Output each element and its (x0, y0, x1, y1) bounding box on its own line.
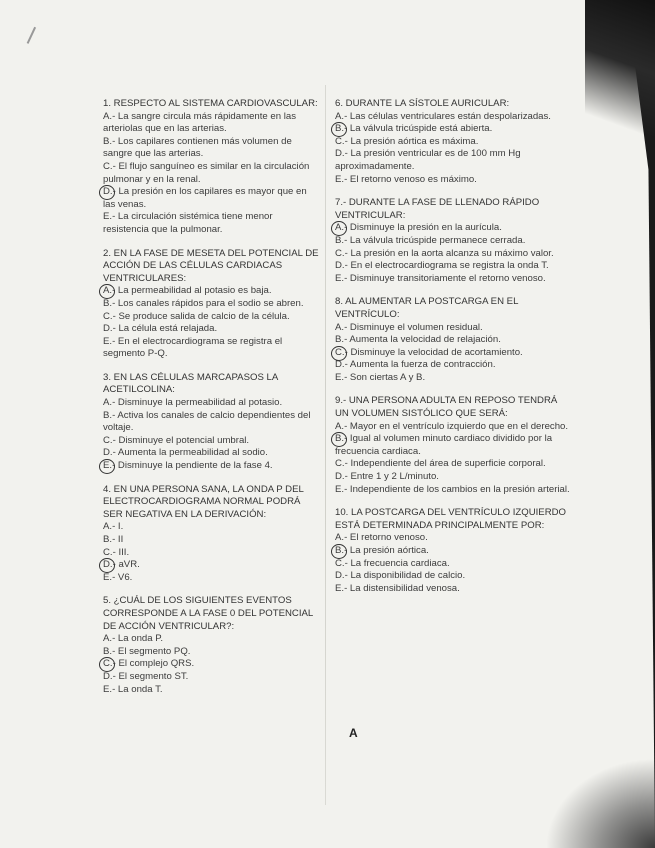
answer-option: A.- I. (103, 521, 124, 533)
question-block (103, 595, 321, 696)
answer-option: E.- Son ciertas A y B. (335, 371, 426, 383)
answer-option: E.- En el electrocardiograma se registra el segmento P-Q. (103, 335, 283, 360)
page-fold-line (325, 85, 326, 805)
answer-option-circled: A.- La permeabilidad al potasio es baja. (103, 285, 321, 298)
question-block (335, 296, 570, 384)
left-column (103, 98, 321, 707)
answer-option: C.- La frecuencia cardiaca. (335, 557, 450, 569)
question-title: 7.- DURANTE LA FASE DE LLENADO RÁPIDO VENTRICULAR: (335, 197, 540, 221)
question-block (103, 372, 321, 473)
question-block (103, 484, 321, 585)
answer-option: C.- La presión aórtica es máxima. (335, 135, 479, 147)
question-block (335, 395, 570, 496)
question-title: 9.- UNA PERSONA ADULTA EN REPOSO TENDRÁ UN VOLUMEN SISTÓLICO QUE SERÁ: (335, 395, 558, 420)
answer-option: A.- Disminuye el volumen residual. (335, 321, 483, 333)
answer-option: E.- Disminuye transitoriamente el retorno venoso. (335, 272, 546, 284)
answer-option: E.- La onda T. (103, 683, 163, 695)
scan-shadow-bottom (545, 758, 655, 848)
answer-option: E.- La circulación sistémica tiene menor resistencia que la pulmonar. (103, 211, 273, 235)
answer-option: A.- Mayor en el ventrículo izquierdo que en el derecho. (335, 420, 569, 432)
answer-option-circled: E.- Disminuye la pendiente de la fase 4. (103, 460, 321, 473)
question-title: 10. LA POSTCARGA DEL VENTRÍCULO IZQUIERDO ESTÁ DETERMINADA PRINCIPALMENTE POR: (335, 507, 567, 531)
question-block (335, 98, 570, 186)
answer-option: C.- La presión en la aorta alcanza su máximo valor. (335, 247, 554, 259)
answer-option: C.- Independiente del área de superficie corporal. (335, 458, 546, 470)
question-title: 6. DURANTE LA SÍSTOLE AURICULAR: (335, 98, 510, 109)
answer-option: E.- La distensibilidad venosa. (335, 582, 460, 594)
answer-option: B.- Los capilares contienen más volumen de sangre que las arterias. (103, 135, 292, 160)
question-title: 5. ¿CUÁL DE LOS SIGUIENTES EVENTOS CORRESPONDE A LA FASE 0 DEL POTENCIAL DE ACCIÓN VENTRICULAR?: (103, 595, 313, 632)
answer-option: A.- La sangre circula más rápidamente en las arteriolas que en las arterias. (103, 110, 297, 135)
answer-option: D.- En el electrocardiograma se registra la onda T. (335, 260, 549, 272)
question-title: 3. EN LAS CÉLULAS MARCAPASOS LA ACETILCOLINA: (103, 371, 278, 396)
question-title: 8. AL AUMENTAR LA POSTCARGA EN EL VENTRÍCULO: (335, 296, 519, 320)
exam-version-letter: A (349, 726, 358, 740)
answer-option: D.- Entre 1 y 2 L/minuto. (335, 471, 439, 483)
answer-option: C.- III. (103, 546, 130, 558)
answer-option-circled: D.- aVR. (103, 559, 321, 572)
answer-option: B.- II (103, 534, 124, 545)
answer-option: B.- El segmento PQ. (103, 645, 191, 657)
answer-option: C.- El flujo sanguíneo es similar en la circulación pulmonar y en la renal. (103, 160, 310, 185)
answer-option-circled: C.- Disminuye la velocidad de acortamiento. (335, 347, 570, 360)
question-block (103, 248, 321, 361)
answer-option-circled: B.- La válvula tricúspide está abierta. (335, 123, 570, 136)
answer-option: A.- Disminuye la permeabilidad al potasio. (103, 397, 283, 409)
answer-option-circled: D.- La presión en los capilares es mayor que en las venas. (103, 186, 321, 211)
answer-option-circled: B.- Igual al volumen minuto cardiaco dividido por la frecuencia cardiaca. (335, 433, 570, 458)
answer-option: B.- Aumenta la velocidad de relajación. (335, 334, 501, 346)
question-block (103, 98, 321, 237)
question-title: 1. RESPECTO AL SISTEMA CARDIOVASCULAR: (103, 98, 318, 109)
answer-option: E.- Independiente de los cambios en la presión arterial. (335, 483, 570, 495)
answer-option: B.- La válvula tricúspide permanece cerrada. (335, 234, 526, 246)
scan-shadow-top (585, 0, 655, 160)
answer-option-circled: B.- La presión aórtica. (335, 545, 570, 558)
answer-option: D.- La célula está relajada. (103, 323, 218, 335)
answer-option: D.- Aumenta la fuerza de contracción. (335, 359, 496, 371)
answer-option: E.- El retorno venoso es máximo. (335, 173, 477, 185)
answer-option: C.- Disminuye el potencial umbral. (103, 434, 250, 446)
answer-option: B.- Los canales rápidos para el sodio se abren. (103, 297, 304, 309)
answer-option: E.- V6. (103, 571, 133, 583)
answer-option: B.- Activa los canales de calcio dependientes del voltaje. (103, 409, 311, 434)
answer-option: D.- La presión ventricular es de 100 mm Hg aproximadamente. (335, 148, 521, 172)
answer-option-circled: C.- El complejo QRS. (103, 658, 321, 671)
answer-option: C.- Se produce salida de calcio de la célula. (103, 310, 290, 322)
answer-option-circled: A.- Disminuye la presión en la aurícula. (335, 222, 570, 235)
answer-option: A.- Las células ventriculares están despolarizadas. (335, 110, 551, 122)
answer-option: D.- Aumenta la permeabilidad al sodio. (103, 447, 268, 459)
right-column (335, 98, 570, 606)
question-block (335, 507, 570, 595)
answer-option: A.- El retorno venoso. (335, 532, 428, 544)
question-title: 2. EN LA FASE DE MESETA DEL POTENCIAL DE ACCIÓN DE LAS CÉLULAS CARDIACAS VENTRICULARES: (103, 247, 319, 284)
question-title: 4. EN UNA PERSONA SANA, LA ONDA P DEL ELECTROCARDIOGRAMA NORMAL PODRÁ SER NEGATIVA EN LA DERIVACIÓN: (103, 483, 304, 520)
answer-option: D.- La disponibilidad de calcio. (335, 570, 466, 582)
answer-option: A.- La onda P. (103, 633, 164, 645)
question-block (335, 197, 570, 285)
answer-option: D.- El segmento ST. (103, 670, 189, 682)
